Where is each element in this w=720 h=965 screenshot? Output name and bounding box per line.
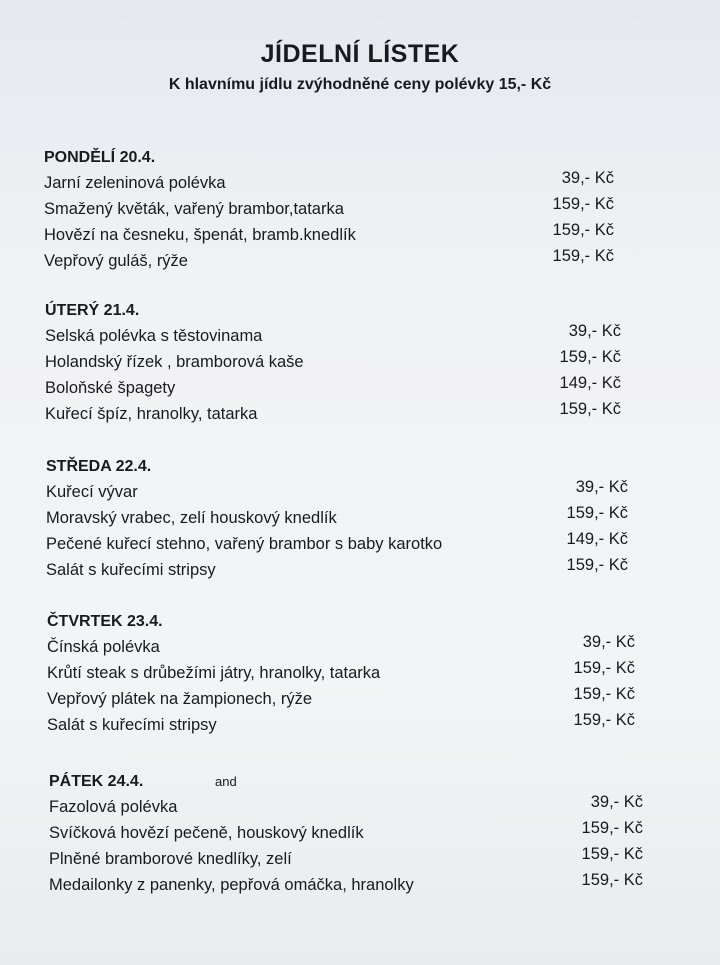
menu-item bbox=[45, 401, 645, 427]
menu-item bbox=[49, 794, 649, 820]
menu-item-name: Krůtí steak s drůbežími játry, hranolky, tatarka bbox=[47, 664, 381, 682]
day-section-tuesday bbox=[45, 299, 645, 427]
menu-item-name: Vepřový guláš, rýže bbox=[44, 252, 188, 270]
menu-item-name: Hovězí na česneku, špenát, bramb.knedlík bbox=[44, 226, 356, 244]
menu-item bbox=[47, 660, 647, 686]
day-heading-text: ČTVRTEK 23.4. bbox=[47, 613, 163, 630]
menu-item-price: 159,- Kč bbox=[573, 711, 635, 729]
day-heading bbox=[47, 610, 647, 634]
menu-item-name: Salát s kuřecími stripsy bbox=[47, 716, 217, 734]
menu-item-name: Jarní zeleninová polévka bbox=[44, 174, 226, 192]
menu-item-price: 159,- Kč bbox=[573, 685, 635, 703]
menu-item-name: Čínská polévka bbox=[47, 638, 160, 656]
menu-item-price: 159,- Kč bbox=[566, 556, 628, 574]
day-heading bbox=[49, 770, 649, 794]
menu-item-price: 39,- Kč bbox=[561, 169, 614, 187]
menu-item-name: Selská polévka s těstovinama bbox=[45, 327, 263, 345]
day-heading bbox=[44, 146, 644, 170]
menu-item bbox=[45, 323, 645, 349]
menu-item bbox=[46, 531, 646, 557]
menu-item-name: Vepřový plátek na žampionech, rýže bbox=[47, 690, 313, 708]
menu-item bbox=[44, 248, 644, 274]
menu-item-name: Boloňské špagety bbox=[45, 379, 176, 397]
menu-item bbox=[46, 557, 646, 583]
menu-item-price: 39,- Kč bbox=[590, 793, 643, 811]
menu-item-price: 39,- Kč bbox=[582, 633, 635, 651]
menu-item bbox=[47, 686, 647, 712]
menu-item-price: 159,- Kč bbox=[559, 400, 621, 418]
menu-item-price: 159,- Kč bbox=[566, 504, 628, 522]
menu-item-name: Svíčková hovězí pečeně, houskový knedlík bbox=[49, 824, 364, 842]
menu-item bbox=[47, 712, 647, 738]
menu-item-name: Moravský vrabec, zelí houskový knedlík bbox=[46, 509, 337, 527]
menu-item-price: 39,- Kč bbox=[575, 478, 628, 496]
menu-item-price: 159,- Kč bbox=[573, 659, 635, 677]
menu-item-name: Holandský řízek , bramborová kaše bbox=[45, 353, 304, 371]
menu-item bbox=[45, 349, 645, 375]
menu-title: JÍDELNÍ LÍSTEK bbox=[260, 40, 460, 68]
day-section-friday bbox=[49, 770, 649, 898]
menu-item bbox=[46, 505, 646, 531]
menu-item bbox=[49, 820, 649, 846]
menu-item bbox=[49, 846, 649, 872]
menu-item-price: 159,- Kč bbox=[559, 348, 621, 366]
menu-item-name: Kuřecí špíz, hranolky, tatarka bbox=[45, 405, 258, 423]
menu-item-name: Plněné bramborové knedlíky, zelí bbox=[49, 850, 292, 868]
menu-item-name: Medailonky z panenky, pepřová omáčka, hranolky bbox=[49, 876, 414, 894]
day-section-wednesday bbox=[46, 455, 646, 583]
menu-item-price: 39,- Kč bbox=[568, 322, 621, 340]
day-heading bbox=[45, 299, 645, 323]
menu-subtitle: K hlavnímu jídlu zvýhodněné ceny polévky 15,- Kč bbox=[168, 76, 552, 93]
menu-item bbox=[49, 872, 649, 898]
menu-item bbox=[46, 479, 646, 505]
menu-item-price: 149,- Kč bbox=[559, 374, 621, 392]
day-heading-text: ÚTERÝ 21.4. bbox=[45, 302, 140, 319]
menu-item-name: Salát s kuřecími stripsy bbox=[46, 561, 216, 579]
menu-item-name: Fazolová polévka bbox=[49, 798, 178, 816]
menu-item-price: 159,- Kč bbox=[581, 845, 643, 863]
menu-item-price: 159,- Kč bbox=[552, 195, 614, 213]
menu-item-price: 159,- Kč bbox=[581, 819, 643, 837]
day-heading-text: PONDĚLÍ 20.4. bbox=[44, 149, 156, 166]
menu-item bbox=[45, 375, 645, 401]
day-section-monday bbox=[44, 146, 644, 274]
menu-item bbox=[47, 634, 647, 660]
menu-item-price: 159,- Kč bbox=[581, 871, 643, 889]
menu-item-price: 159,- Kč bbox=[552, 221, 614, 239]
menu-item-name: Smažený květák, vařený brambor,tatarka bbox=[44, 200, 344, 218]
menu-item-name: Kuřecí vývar bbox=[46, 483, 138, 501]
day-heading-note: and bbox=[215, 774, 237, 789]
day-heading bbox=[46, 455, 646, 479]
menu-item-price: 149,- Kč bbox=[566, 530, 628, 548]
menu-item-name: Pečené kuřecí stehno, vařený brambor s baby karotko bbox=[46, 535, 443, 553]
menu-item-price: 159,- Kč bbox=[552, 247, 614, 265]
day-section-thursday bbox=[47, 610, 647, 738]
day-heading-text: PÁTEK 24.4. bbox=[49, 773, 144, 790]
day-heading-text: STŘEDA 22.4. bbox=[46, 458, 152, 475]
